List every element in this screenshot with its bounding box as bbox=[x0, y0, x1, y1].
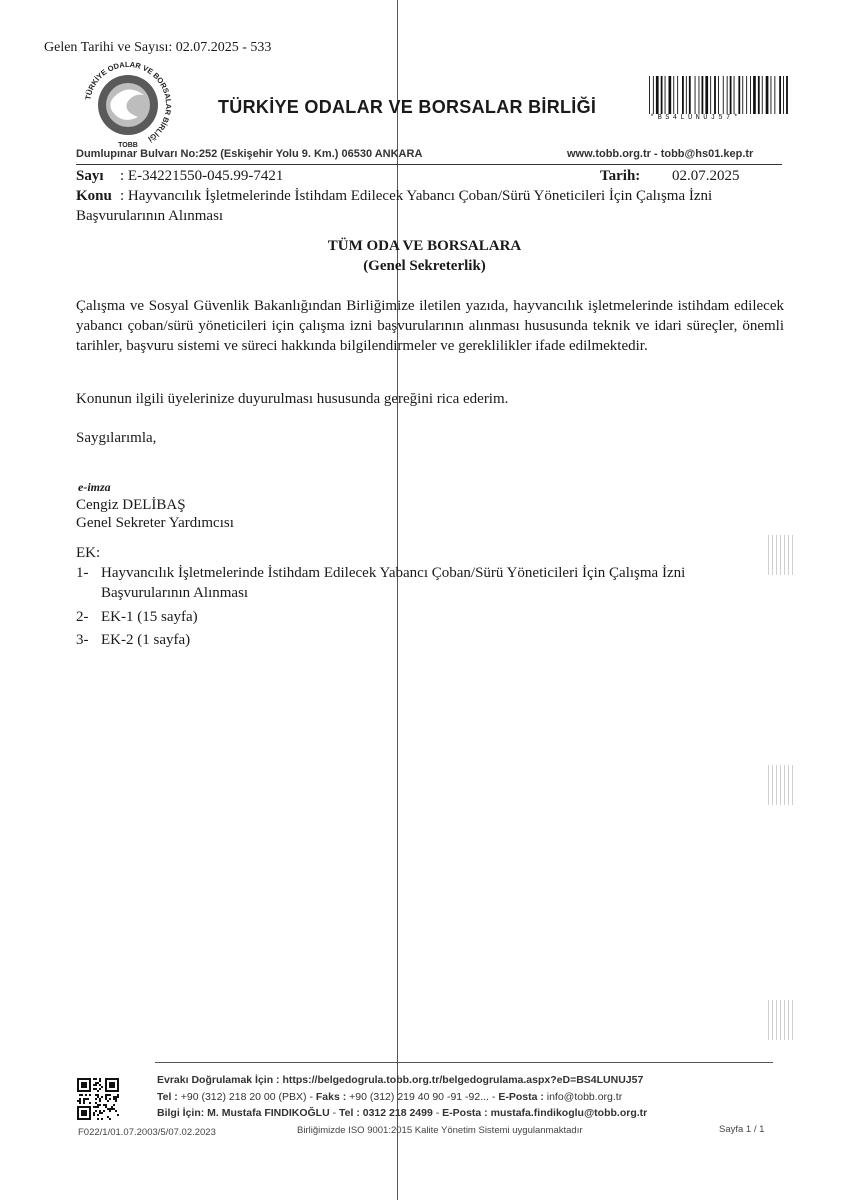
attachments-label: EK: bbox=[76, 545, 101, 561]
form-code: F022/1/01.07.2003/5/07.02.2023 bbox=[78, 1127, 216, 1138]
barcode-text: *BS4LUNUJ57* bbox=[650, 114, 742, 122]
footer-info-line: Bilgi İçin: M. Mustafa FINDIKOĞLU - Tel : 0312 218 2499 - E-Posta : mustafa.findikoglu@tobb.org.tr bbox=[157, 1107, 648, 1119]
tarih-row bbox=[600, 168, 740, 185]
tel-label: Tel : bbox=[157, 1091, 178, 1103]
attachment-number: 1- bbox=[76, 565, 89, 581]
scan-noise bbox=[768, 1000, 796, 1040]
konu-row bbox=[76, 188, 712, 205]
signer-title: Genel Sekreter Yardımcısı bbox=[76, 515, 234, 531]
tel-value: +90 (312) 218 20 00 (PBX) bbox=[180, 1091, 307, 1103]
attachment-item bbox=[76, 563, 756, 603]
sayi-value: : E-34221550-045.99-7421 bbox=[120, 168, 284, 184]
attachment-text: Hayvancılık İşletmelerinde İstihdam Edilecek Yabancı Çoban/Sürü Yöneticileri İçin Çalışma İzni bbox=[101, 565, 686, 581]
bilgi-label: Bilgi İçin: M. Mustafa FINDIKOĞLU bbox=[157, 1107, 330, 1119]
qr-code-icon bbox=[77, 1078, 119, 1120]
bilgi-tel-value: 0312 218 2499 bbox=[362, 1107, 433, 1119]
signer-name: Cengiz DELİBAŞ bbox=[76, 497, 186, 513]
sayi-row bbox=[76, 168, 283, 185]
bilgi-eposta-value[interactable]: mustafa.findikoglu@tobb.org.tr bbox=[490, 1107, 648, 1119]
address: Dumlupınar Bulvarı No:252 (Eskişehir Yolu 9. Km.) 06530 ANKARA bbox=[76, 148, 423, 160]
tarih-label: Tarih: bbox=[600, 168, 641, 184]
body-paragraph-1: Çalışma ve Sosyal Güvenlik Bakanlığından Birliğimize iletilen yazıda, hayvancılık işletmelerinde istihdam edilecek yabancı çoban/sürü yöneticileri için çalışma izni başvurularının alınması hususunda teknik ve idari süreçler, önemli tarihler, başvuru sistemi ve süreci hakkında bilgilendirmeler ve gereklilikler ifade edilmektedir. bbox=[76, 298, 784, 354]
attachment-item bbox=[76, 630, 756, 650]
header-rule bbox=[76, 164, 782, 165]
org-title: TÜRKİYE ODALAR VE BORSALAR BİRLİĞİ bbox=[218, 97, 597, 117]
verify-label: Evrakı Doğrulamak İçin : bbox=[157, 1074, 280, 1086]
logo-ring-text: TÜRKİYE ODALAR VE BORSALAR BİRLİĞİ bbox=[83, 59, 174, 144]
recipient-line-1: TÜM ODA VE BORSALARA bbox=[327, 238, 522, 254]
tarih-value: 02.07.2025 bbox=[672, 168, 740, 184]
konu-value-cont: Başvurularının Alınması bbox=[76, 208, 224, 224]
attachment-number: 3- bbox=[76, 632, 89, 648]
body-paragraph-2: Konunun ilgili üyelerinize duyurulması hususunda gereğini rica ederim. bbox=[76, 391, 509, 407]
footer-rule bbox=[155, 1062, 773, 1063]
attachment-text: EK-1 (15 sayfa) bbox=[101, 609, 198, 625]
incoming-stamp: Gelen Tarihi ve Sayısı: 02.07.2025 - 533 bbox=[44, 40, 272, 55]
web-contact: www.tobb.org.tr - tobb@hs01.kep.tr bbox=[567, 148, 754, 160]
faks-label: Faks : bbox=[315, 1091, 347, 1103]
logo-abbr: TOBB bbox=[118, 142, 138, 149]
attachment-item bbox=[76, 607, 756, 627]
eposta-label: E-Posta : bbox=[498, 1091, 544, 1103]
attachment-text: EK-2 (1 sayfa) bbox=[101, 632, 191, 648]
sayi-label: Sayı bbox=[76, 168, 104, 184]
scan-noise bbox=[768, 535, 796, 575]
eposta-value[interactable]: info@tobb.org.tr bbox=[546, 1091, 623, 1103]
footer-verify-line bbox=[157, 1074, 643, 1086]
iso-statement: Birliğimizde ISO 9001:2015 Kalite Yönetim Sistemi uygulanmaktadır bbox=[297, 1125, 583, 1136]
faks-value: +90 (312) 219 40 90 -91 -92... bbox=[349, 1091, 489, 1103]
bilgi-eposta-label: E-Posta : bbox=[442, 1107, 488, 1119]
closing: Saygılarımla, bbox=[76, 430, 157, 446]
konu-value: : Hayvancılık İşletmelerinde İstihdam Edilecek Yabancı Çoban/Sürü Yöneticileri İçin Çalışma İzni bbox=[120, 188, 713, 204]
konu-label: Konu bbox=[76, 188, 112, 204]
footer-contact-line: Tel : +90 (312) 218 20 00 (PBX) - Faks : +90 (312) 219 40 90 -91 -92... - E-Posta : info@tobb.org.tr bbox=[157, 1091, 623, 1103]
document-barcode bbox=[647, 76, 792, 114]
attachment-text-cont: Başvurularının Alınması bbox=[101, 585, 249, 601]
page-number: Sayfa 1 / 1 bbox=[719, 1124, 765, 1135]
tobb-logo bbox=[78, 55, 178, 155]
verify-url[interactable]: https://belgedogrula.tobb.org.tr/belgedogrulama.aspx?eD=BS4LUNUJ57 bbox=[282, 1074, 644, 1086]
bilgi-tel-label: Tel : bbox=[339, 1107, 360, 1119]
recipient-line-2: (Genel Sekreterlik) bbox=[363, 258, 486, 274]
attachment-number: 2- bbox=[76, 609, 89, 625]
e-signature-mark: e-imza bbox=[78, 480, 111, 494]
scan-noise bbox=[768, 765, 796, 805]
